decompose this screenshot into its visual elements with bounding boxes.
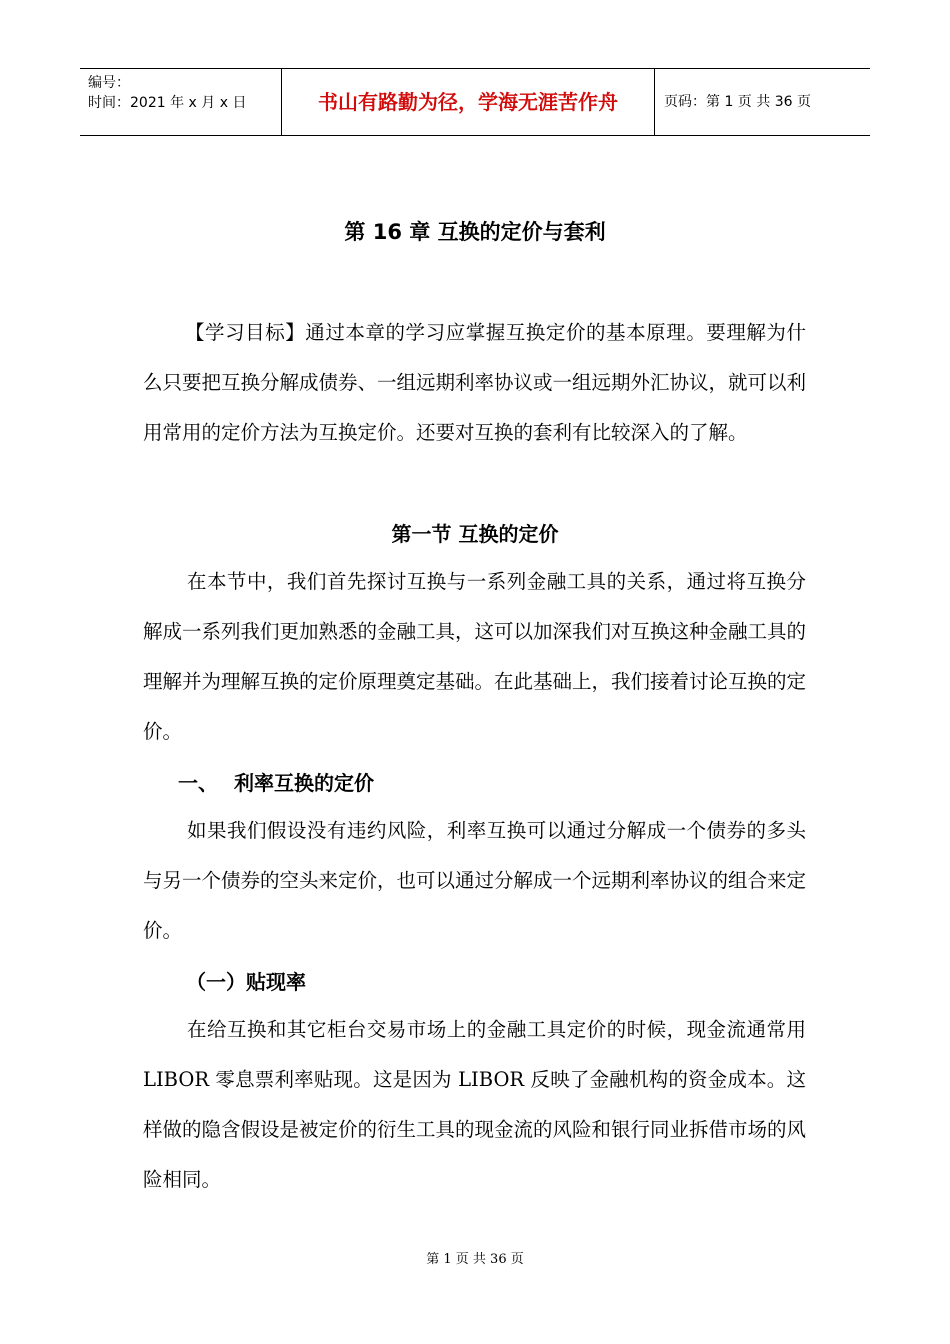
page-footer: 第 1 页 共 36 页 [426, 1252, 524, 1267]
heading-1-number: 一、 [178, 771, 218, 795]
heading-1-paragraph: 如果我们假设没有违约风险，利率互换可以通过分解成一个债券的多头与另一个债券的空头来定价，也可以通过分解成一个远期利率协议的组合来定价。 [143, 819, 807, 942]
chapter-title: 第 16 章 互换的定价与套利 [344, 220, 606, 244]
subheading-1-paragraph: 在给互换和其它柜台交易市场上的金融工具定价的时候，现金流通常用 LIBOR 零息票利率贴现。这是因为 LIBOR 反映了金融机构的资金成本。这样做的隐含假设是被定价的衍生工具的现金流的风险和银行同业拆借市场的风险相同。 [143, 1018, 807, 1191]
subheading-1: （一）贴现率 [186, 970, 306, 994]
header-meta [88, 73, 246, 113]
document-header [80, 68, 870, 136]
header-number-label: 编号： [88, 75, 130, 91]
header-date-label: 时间：2021 年 x 月 x 日 [88, 95, 247, 111]
section-title: 第一节 互换的定价 [391, 522, 559, 546]
learning-objective-paragraph: 【学习目标】通过本章的学习应掌握互换定价的基本原理。要理解为什么只要把互换分解成债券、一组远期利率协议或一组远期外汇协议，就可以利用常用的定价方法为互换定价。还要对互换的套利有比较深入的了解。 [143, 321, 807, 444]
heading-1-title: 利率互换的定价 [234, 771, 374, 795]
section-intro-paragraph: 在本节中，我们首先探讨互换与一系列金融工具的关系，通过将互换分解成一系列我们更加熟悉的金融工具，这可以加深我们对互换这种金融工具的理解并为理解互换的定价原理奠定基础。在此基础上，我们接着讨论互换的定价。 [143, 570, 807, 743]
header-page-info: 页码：第 1 页 共 36 页 [664, 94, 811, 110]
header-divider-right [654, 69, 655, 135]
header-motto: 书山有路勤为径，学海无涯苦作舟 [318, 90, 618, 114]
